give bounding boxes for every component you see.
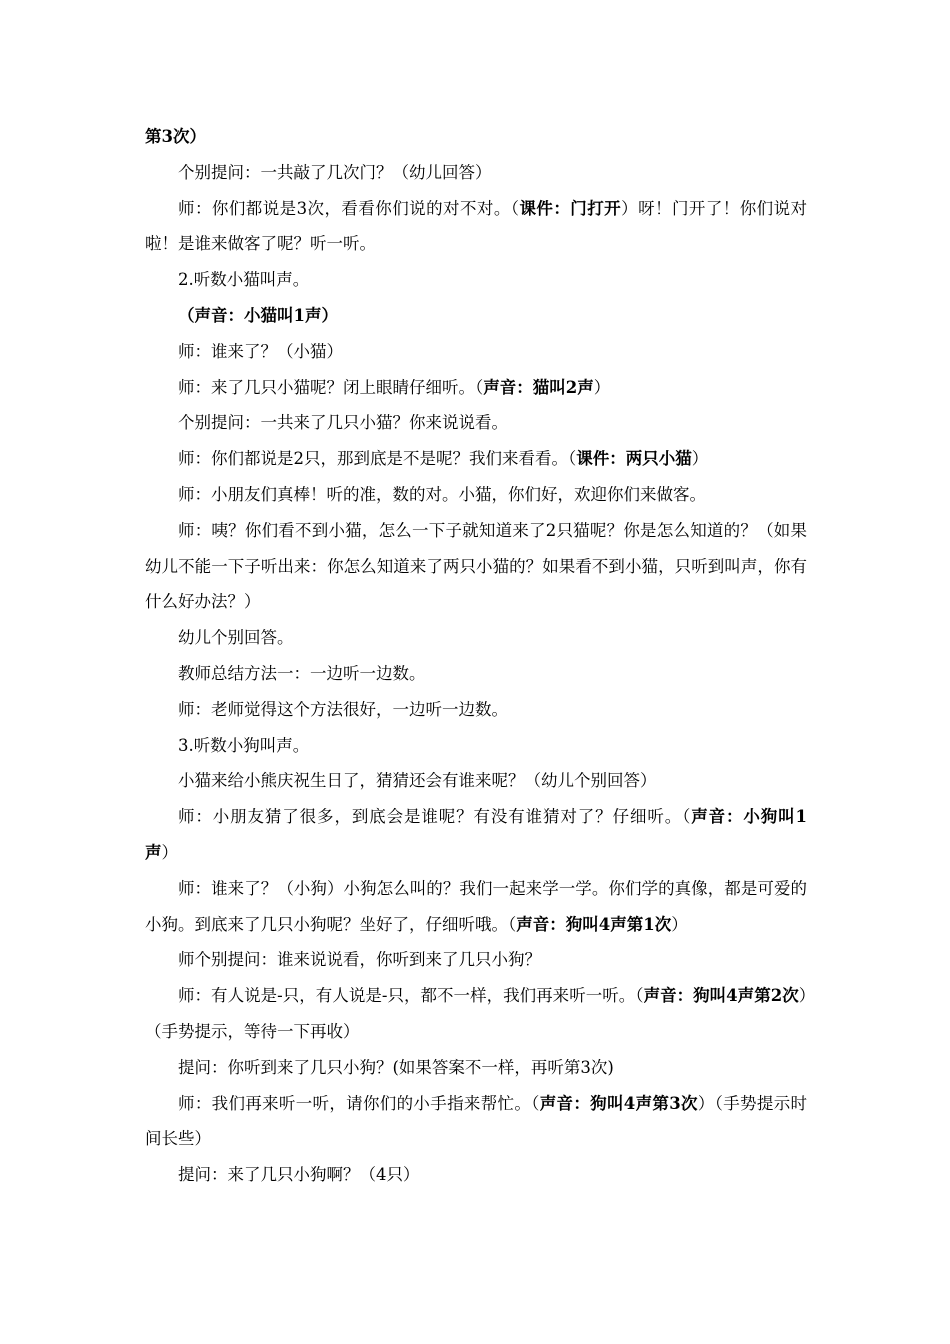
text-run: 2.听数小猫叫声。 — [178, 270, 310, 290]
bold-text-run: 声音：小狗叫1声 — [145, 807, 808, 862]
paragraph — [145, 405, 807, 441]
bold-text-run: 声音：狗叫4声第2次 — [643, 986, 799, 1006]
text-run: 师：你们都说是2只，那到底是不是呢？我们来看看。（ — [178, 449, 577, 469]
paragraph — [145, 1086, 807, 1158]
text-run: 提问：你听到来了几只小狗？(如果答案不一样，再听第3次) — [178, 1057, 614, 1077]
paragraph — [145, 477, 807, 513]
paragraph — [145, 441, 807, 477]
text-run: ） — [161, 842, 178, 862]
bold-text-run: 声音：狗叫4声第3次 — [539, 1093, 698, 1113]
paragraph — [145, 513, 807, 620]
text-run: 师：你们都说是3次，看看你们说的对不对。（ — [178, 198, 520, 218]
text-run: 师：谁来了？（小猫） — [178, 341, 343, 361]
paragraph — [145, 799, 807, 871]
text-run: 师个别提问：谁来说说看，你听到来了几只小狗？ — [178, 950, 541, 970]
text-run: 师：谁来了？（小狗）小狗怎么叫的？我们一起来学一学。你们学的真像，都是可爱的小狗。到底来了几只小狗呢？坐好了，仔细听哦。（ — [145, 878, 807, 934]
text-run: 师：小朋友们真棒！听的准，数的对。小猫，你们好，欢迎你们来做客。 — [178, 484, 706, 504]
text-run: ） — [671, 914, 688, 934]
bold-text-run: 声音：狗叫4声第1次 — [516, 914, 672, 934]
text-run: 教师总结方法一：一边听一边数。 — [178, 663, 426, 683]
text-run: 3.听数小狗叫声。 — [178, 735, 310, 755]
text-run: ）呀！门开了！你们说对啦！是谁来做客了呢？听一听。 — [145, 198, 808, 254]
text-run: ） — [593, 377, 611, 397]
text-run: 师：咦？你们看不到小猫，怎么一下子就知道来了2只猫呢？你是怎么知道的？（如果幼儿不能一下子听出来：你怎么知道来了两只小猫的？如果看不到小猫，只听到叫声，你有什么好办法？） — [145, 520, 807, 612]
bold-text-run: 课件：门打开 — [519, 198, 622, 218]
bold-text-run: 课件：两只小猫 — [576, 449, 692, 469]
paragraph — [145, 298, 807, 334]
text-run: 师：小朋友猜了很多，到底会是谁呢？有没有谁猜对了？仔细听。（ — [178, 807, 692, 827]
text-run: ）（手势提示，等待一下再收） — [145, 986, 807, 1041]
paragraph — [145, 155, 807, 191]
bold-text-run: 声音：猫叫2声 — [483, 377, 594, 397]
text-run: 提问：来了几只小狗啊？（4只） — [178, 1165, 420, 1185]
paragraph — [145, 191, 807, 263]
text-run: ）（手势提示时间长些） — [145, 1093, 808, 1149]
paragraph — [145, 978, 807, 1050]
paragraph — [145, 1050, 807, 1086]
bold-text-run: （声音：小猫叫1声） — [178, 305, 338, 325]
paragraph — [145, 692, 807, 728]
text-run: 幼儿个别回答。 — [178, 628, 294, 648]
text-run: 个别提问：一共来了几只小猫？你来说说看。 — [178, 413, 508, 433]
paragraph — [145, 728, 807, 764]
paragraph — [145, 370, 807, 406]
text-run: 师：有人说是-只，有人说是-只，都不一样，我们再来听一听。（ — [178, 986, 644, 1006]
text-run: 师：我们再来听一听，请你们的小手指来帮忙。（ — [178, 1093, 540, 1113]
paragraph — [145, 871, 807, 943]
text-run: ） — [691, 449, 709, 469]
paragraph — [145, 1157, 807, 1193]
text-run: 个别提问：一共敲了几次门？（幼儿回答） — [178, 162, 492, 182]
bold-text-run: 第3次） — [145, 127, 206, 146]
paragraph — [145, 334, 807, 370]
text-run: 师：来了几只小猫呢？闭上眼睛仔细听。（ — [178, 377, 484, 397]
paragraph — [145, 656, 807, 692]
text-run: 小猫来给小熊庆祝生日了，猜猜还会有谁来呢？（幼儿个别回答） — [178, 771, 657, 791]
paragraph — [145, 620, 807, 656]
text-run: 师：老师觉得这个方法很好，一边听一边数。 — [178, 699, 508, 719]
paragraph — [145, 262, 807, 298]
paragraph — [145, 119, 807, 155]
paragraph — [145, 763, 807, 799]
paragraph — [145, 942, 807, 978]
document-body — [145, 119, 807, 1193]
